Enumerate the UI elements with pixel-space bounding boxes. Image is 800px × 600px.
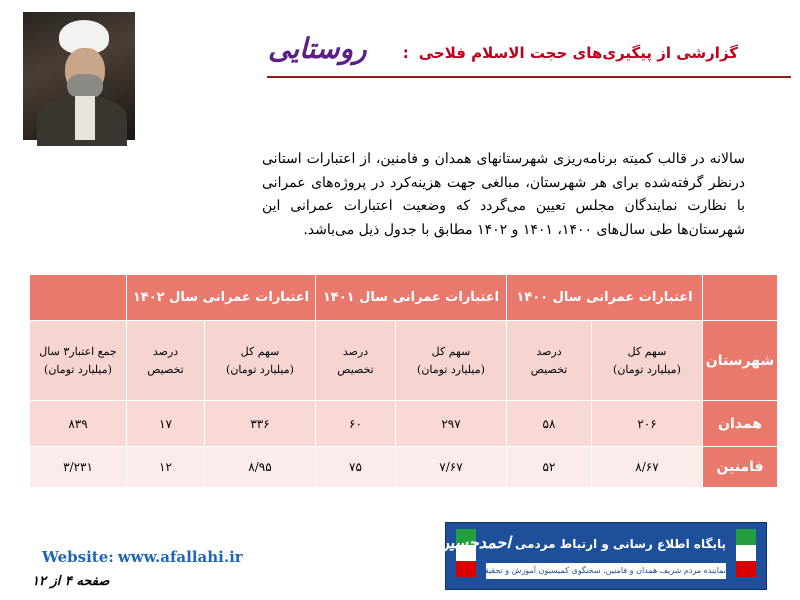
- value-cell: ۸/۶۷: [592, 447, 703, 488]
- title-separator: :: [402, 44, 409, 62]
- year-1402-header: اعتبارات عمرانی سال ۱۴۰۲: [127, 275, 316, 321]
- percent-allocation-header: درصد تخصیص: [316, 321, 396, 401]
- speaker-photo: [23, 12, 135, 140]
- photo-collar: [75, 96, 95, 140]
- corner-cell: [703, 275, 778, 321]
- percent-allocation-header: درصد تخصیص: [127, 321, 205, 401]
- header-divider: [267, 76, 791, 78]
- banner-title-prefix: پایگاه اطلاع رسانی و ارتباط مردمی: [514, 537, 726, 551]
- total-share-header: سهم کل (میلیارد تومان): [592, 321, 703, 401]
- value-cell: ۷/۶۷: [396, 447, 507, 488]
- table-row-hamedan: [30, 401, 778, 447]
- value-cell: ۱۲: [127, 447, 205, 488]
- value-cell: ۶۰: [316, 401, 396, 447]
- year-1401-header: اعتبارات عمرانی سال ۱۴۰۱: [316, 275, 507, 321]
- city-cell: همدان: [703, 401, 778, 447]
- value-cell: ۲۹۷: [396, 401, 507, 447]
- value-cell: ۳۳۶: [205, 401, 316, 447]
- value-cell: ۷۵: [316, 447, 396, 488]
- year-1400-header: اعتبارات عمرانی سال ۱۴۰۰: [507, 275, 703, 321]
- banner-title-name: احمدحسین فلاحی: [391, 533, 511, 552]
- banner-title: [391, 533, 726, 552]
- table-header-row: [30, 275, 778, 321]
- value-cell: ۸۳۹: [30, 401, 127, 447]
- percent-allocation-header: درصد تخصیص: [507, 321, 592, 401]
- city-cell: فامنین: [703, 447, 778, 488]
- total-share-header: سهم کل (میلیارد تومان): [396, 321, 507, 401]
- report-title-text: گزارشی از پیگیری‌های حجت الاسلام فلاحی: [418, 44, 738, 62]
- website-link[interactable]: www.afallahi.ir: [117, 548, 243, 566]
- report-title: [393, 44, 738, 62]
- value-cell: ۲۰۶: [592, 401, 703, 447]
- website-label: Website:: [42, 548, 114, 566]
- intro-paragraph: سالانه در قالب کمیته برنامه‌ریزی شهرستانهای همدان و فامنین، از اعتبارات استانی درنظر گرفته‌شده برای هر شهرستان، مبالغی جهت هزینه‌کرد در پروژه‌های عمرانی با نظارت نمایندگان مجلس تعیین می‌گردد که وضعیت اعتبارات عمرانی این شهرستان‌ها طی سال‌های ۱۴۰۰، ۱۴۰۱ و ۱۴۰۲ مطابق با جدول ذیل می‌باشد.: [262, 151, 745, 238]
- value-cell: ۵۸: [507, 401, 592, 447]
- signature: روستایی: [268, 32, 367, 65]
- value-cell: ۸/۹۵: [205, 447, 316, 488]
- website: [42, 548, 243, 566]
- site-banner[interactable]: [391, 522, 767, 590]
- value-cell: ۳/۲۳۱: [30, 447, 127, 488]
- page-number: صفحه ۴ از ۱۲: [32, 574, 110, 589]
- value-cell: ۵۲: [507, 447, 592, 488]
- credits-table: [29, 274, 778, 488]
- value-cell: ۱۷: [127, 401, 205, 447]
- sum-header-empty: [30, 275, 127, 321]
- table-row-famenin: [30, 447, 778, 488]
- total-share-header: سهم کل (میلیارد تومان): [205, 321, 316, 401]
- table-subheader-row: [30, 321, 778, 401]
- banner-subtitle: نماینده مردم شریف همدان و فامنین، سخنگوی کمیسیون آموزش و تحقیقات: [486, 563, 726, 579]
- three-year-sum-header: جمع اعتبار۳ سال (میلیارد تومان): [30, 321, 127, 401]
- city-column-header: شهرستان: [703, 321, 778, 401]
- iran-flag-icon: [736, 529, 756, 577]
